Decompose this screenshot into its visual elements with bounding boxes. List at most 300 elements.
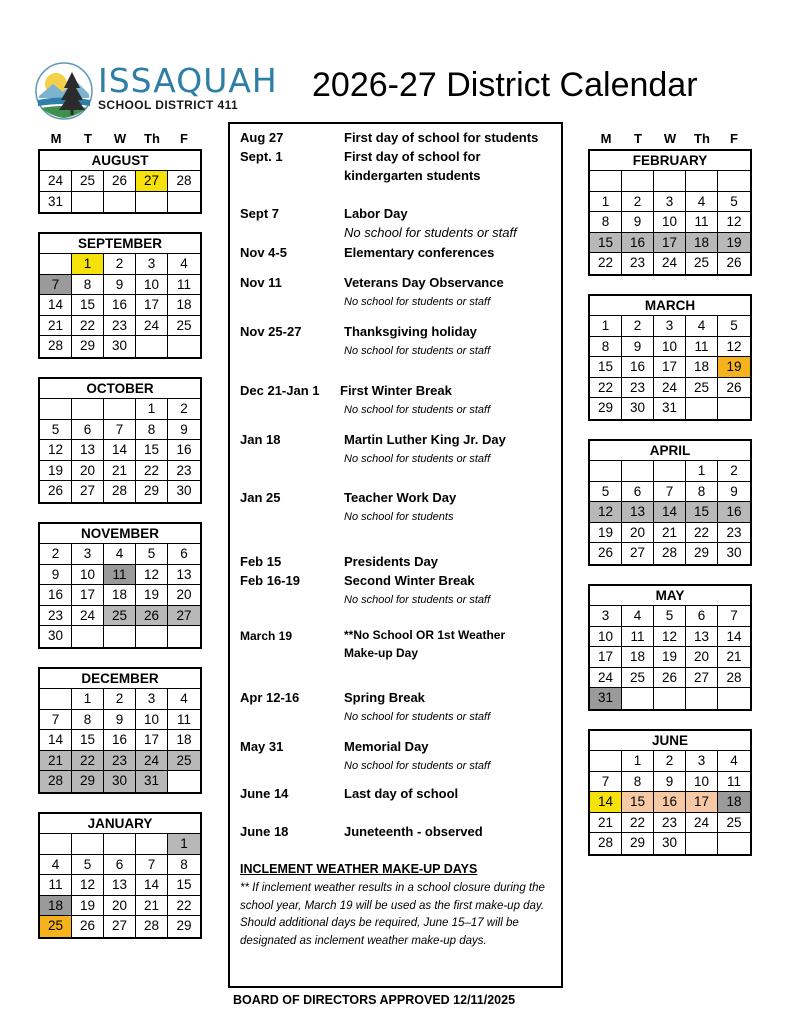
- month-title: AUGUST: [40, 151, 200, 171]
- empty-day-cell: [168, 771, 200, 792]
- day-cell: 24: [590, 668, 622, 689]
- events-panel: [228, 122, 563, 988]
- empty-day-cell: [40, 689, 72, 710]
- day-cell: 7: [654, 482, 686, 503]
- day-cell: 11: [168, 710, 200, 731]
- day-cell: 8: [72, 275, 104, 296]
- empty-day-cell: [40, 399, 72, 420]
- day-cell: 8: [622, 772, 654, 793]
- day-cell: 12: [718, 337, 750, 358]
- day-cell: 6: [686, 606, 718, 627]
- day-cell: 9: [40, 565, 72, 586]
- day-cell: 16: [654, 792, 686, 813]
- day-cell: 28: [168, 171, 200, 192]
- month-grid: [40, 544, 200, 647]
- day-cell: 12: [136, 565, 168, 586]
- day-cell: 18: [104, 585, 136, 606]
- page-title: 2026-27 District Calendar: [312, 66, 698, 104]
- empty-day-cell: [622, 688, 654, 709]
- day-cell: 19: [136, 585, 168, 606]
- day-cell: 17: [686, 792, 718, 813]
- day-cell: 2: [622, 192, 654, 213]
- event-date: March 19: [240, 629, 293, 643]
- month-may: [588, 584, 752, 711]
- day-cell: 1: [168, 834, 200, 855]
- weekday-label: M: [50, 131, 62, 146]
- day-cell: 7: [40, 275, 72, 296]
- day-cell: 27: [686, 668, 718, 689]
- day-cell: 28: [654, 543, 686, 564]
- month-grid: [590, 751, 750, 854]
- empty-day-cell: [72, 192, 104, 213]
- day-cell: 4: [168, 689, 200, 710]
- right-weekday-header: [590, 131, 750, 145]
- day-cell: 30: [104, 771, 136, 792]
- day-cell: 20: [104, 896, 136, 917]
- month-november: [38, 522, 202, 649]
- event-name: Memorial Day: [344, 739, 429, 754]
- day-cell: 5: [590, 482, 622, 503]
- empty-day-cell: [72, 399, 104, 420]
- inclement-title: INCLEMENT WEATHER MAKE-UP DAYS: [240, 862, 478, 876]
- event-date: Apr 12-16: [240, 690, 300, 705]
- day-cell: 4: [104, 544, 136, 565]
- day-cell: 3: [136, 689, 168, 710]
- day-cell: 4: [622, 606, 654, 627]
- month-grid: [40, 399, 200, 502]
- day-cell: 27: [168, 606, 200, 627]
- day-cell: 5: [654, 606, 686, 627]
- day-cell: 25: [622, 668, 654, 689]
- day-cell: 24: [72, 606, 104, 627]
- month-title: JANUARY: [40, 814, 200, 834]
- month-title: MARCH: [590, 296, 750, 316]
- month-march: [588, 294, 752, 421]
- day-cell: 5: [718, 316, 750, 337]
- day-cell: 25: [686, 378, 718, 399]
- event-note: No school for students or staff: [344, 296, 491, 308]
- day-cell: 31: [40, 192, 72, 213]
- day-cell: 1: [136, 399, 168, 420]
- day-cell: 2: [654, 751, 686, 772]
- day-cell: 14: [136, 875, 168, 896]
- day-cell: 6: [104, 855, 136, 876]
- day-cell: 18: [686, 357, 718, 378]
- day-cell: 14: [40, 730, 72, 751]
- day-cell: 22: [590, 378, 622, 399]
- event-note: No school for students or staff: [344, 404, 491, 416]
- empty-day-cell: [718, 688, 750, 709]
- day-cell: 6: [622, 482, 654, 503]
- empty-day-cell: [654, 171, 686, 192]
- empty-day-cell: [168, 336, 200, 357]
- day-cell: 8: [590, 212, 622, 233]
- day-cell: 30: [176, 483, 192, 498]
- day-cell: 22: [136, 461, 168, 482]
- day-cell: 26: [654, 668, 686, 689]
- month-title: SEPTEMBER: [40, 234, 200, 254]
- day-cell: 11: [686, 337, 718, 358]
- empty-day-cell: [686, 398, 718, 419]
- day-cell: 25: [104, 606, 136, 627]
- day-cell: 29: [72, 771, 104, 792]
- day-cell: 28: [40, 336, 72, 357]
- month-august: [38, 149, 202, 214]
- day-cell: 10: [654, 212, 686, 233]
- day-cell: 24: [654, 253, 686, 274]
- day-cell: 12: [40, 440, 72, 461]
- day-cell: 25: [72, 171, 104, 192]
- day-cell: 26: [136, 606, 168, 627]
- day-cell: 9: [718, 482, 750, 503]
- day-cell: 15: [590, 357, 622, 378]
- day-cell: 10: [590, 627, 622, 648]
- day-cell: 11: [718, 772, 750, 793]
- day-cell: 17: [654, 357, 686, 378]
- day-cell: 21: [40, 316, 72, 337]
- day-cell: 2: [622, 316, 654, 337]
- day-cell: 22: [622, 813, 654, 834]
- month-june: [588, 729, 752, 856]
- day-cell: 8: [590, 337, 622, 358]
- day-cell: 8: [136, 420, 168, 441]
- day-cell: 16: [104, 730, 136, 751]
- day-cell: 14: [40, 295, 72, 316]
- event-note: No school for students or staff: [344, 453, 491, 465]
- day-cell: 27: [72, 481, 104, 502]
- day-cell: 15: [168, 875, 200, 896]
- day-cell: 3: [590, 606, 622, 627]
- day-cell: 29: [686, 543, 718, 564]
- day-cell: 3: [72, 544, 104, 565]
- event-date: Sept 7: [240, 206, 280, 221]
- weekday-label: F: [730, 131, 738, 146]
- day-cell: 24: [136, 316, 168, 337]
- event-date: Sept. 1: [240, 149, 283, 164]
- day-cell: 16: [718, 502, 750, 523]
- day-cell: 19: [72, 896, 104, 917]
- day-cell: 10: [136, 710, 168, 731]
- day-cell: 24: [40, 171, 72, 192]
- weekday-label: W: [113, 131, 127, 146]
- event-name: Spring Break: [344, 690, 425, 705]
- day-cell: 17: [590, 647, 622, 668]
- day-cell: 24: [654, 378, 686, 399]
- day-cell: 13: [72, 440, 104, 461]
- day-cell: 30: [104, 336, 136, 357]
- day-cell: 4: [686, 316, 718, 337]
- day-cell: 7: [136, 855, 168, 876]
- month-january: [38, 812, 202, 939]
- day-cell: 9: [104, 710, 136, 731]
- weekday-label: M: [600, 131, 612, 146]
- month-december: [38, 667, 202, 794]
- event-name: First Winter Break: [340, 383, 452, 398]
- day-cell: 21: [40, 751, 72, 772]
- event-date: May 31: [240, 739, 284, 754]
- event-name: Labor Day: [344, 206, 408, 221]
- day-cell: 28: [590, 833, 622, 854]
- day-cell: 2: [40, 544, 72, 565]
- day-cell: 10: [686, 772, 718, 793]
- weekday-label: T: [84, 131, 92, 146]
- day-cell: 10: [136, 275, 168, 296]
- day-cell: 30: [40, 626, 72, 647]
- day-cell: 18: [622, 647, 654, 668]
- day-cell: 7: [104, 420, 136, 441]
- day-cell: 25: [168, 751, 200, 772]
- event-name: Second Winter Break: [344, 573, 475, 588]
- day-cell: 29: [136, 481, 168, 502]
- empty-day-cell: [40, 254, 72, 275]
- empty-day-cell: [136, 626, 168, 647]
- day-cell: 11: [104, 565, 136, 586]
- day-cell: 20: [72, 461, 104, 482]
- empty-day-cell: [622, 171, 654, 192]
- day-cell: 7: [718, 606, 750, 627]
- day-cell: 5: [718, 192, 750, 213]
- day-cell: 9: [654, 772, 686, 793]
- month-title: FEBRUARY: [590, 151, 750, 171]
- empty-day-cell: [168, 626, 200, 647]
- day-cell: 15: [590, 233, 622, 254]
- month-grid: [40, 254, 200, 357]
- day-cell: 23: [104, 751, 136, 772]
- day-cell: 23: [654, 813, 686, 834]
- day-cell: 3: [654, 192, 686, 213]
- day-cell: 21: [654, 523, 686, 544]
- empty-day-cell: [136, 834, 168, 855]
- day-cell: 23: [622, 378, 654, 399]
- day-cell: 26: [718, 378, 750, 399]
- day-cell: 22: [590, 253, 622, 274]
- day-cell: 25: [168, 316, 200, 337]
- day-cell: 18: [718, 792, 750, 813]
- district-logo: [35, 61, 278, 122]
- event-name: Presidents Day: [344, 554, 438, 569]
- weekday-label: F: [180, 131, 188, 146]
- day-cell: 18: [686, 233, 718, 254]
- month-grid: [40, 171, 200, 212]
- day-cell: 22: [168, 896, 200, 917]
- empty-day-cell: [590, 751, 622, 772]
- day-cell: 10: [654, 337, 686, 358]
- day-cell: 27: [136, 171, 168, 192]
- day-cell: 9: [622, 337, 654, 358]
- event-date: Feb 16-19: [240, 573, 300, 588]
- weekday-label: W: [663, 131, 677, 146]
- empty-day-cell: [718, 833, 750, 854]
- day-cell: 25: [718, 813, 750, 834]
- event-name: Veterans Day Observance: [344, 275, 504, 290]
- day-cell: 28: [40, 771, 72, 792]
- day-cell: 21: [136, 896, 168, 917]
- inclement-body: ** If inclement weather results in a school closure during the school year, March 19 will be used as the first make-up day. Should additional days be required, June 15–17 will be designated as inclement weather make-up days.: [240, 882, 545, 947]
- month-title: MAY: [590, 586, 750, 606]
- event-note: No school for students or staff: [344, 594, 491, 606]
- day-cell: 17: [136, 295, 168, 316]
- day-cell: 2: [104, 689, 136, 710]
- month-september: [38, 232, 202, 359]
- weekday-label: T: [634, 131, 642, 146]
- event-date: Nov 4-5: [240, 245, 287, 260]
- day-cell: 4: [718, 751, 750, 772]
- day-cell: 1: [590, 192, 622, 213]
- weekday-label: Th: [694, 131, 710, 146]
- event-note: No school for students or staff: [344, 345, 491, 357]
- day-cell: 13: [686, 627, 718, 648]
- day-cell: 1: [590, 316, 622, 337]
- day-cell: 2: [104, 254, 136, 275]
- day-cell: 19: [718, 357, 750, 378]
- day-cell: 16: [40, 585, 72, 606]
- event-name: Teacher Work Day: [344, 490, 457, 505]
- day-cell: 26: [726, 255, 742, 270]
- event-date: Aug 27: [240, 130, 284, 145]
- day-cell: 31: [136, 771, 168, 792]
- month-grid: [590, 606, 750, 709]
- empty-day-cell: [686, 688, 718, 709]
- day-cell: 6: [72, 420, 104, 441]
- day-cell: 19: [654, 647, 686, 668]
- event-name: Martin Luther King Jr. Day: [344, 432, 506, 447]
- day-cell: 23: [40, 606, 72, 627]
- day-cell: 20: [622, 523, 654, 544]
- empty-day-cell: [654, 688, 686, 709]
- day-cell: 6: [168, 544, 200, 565]
- day-cell: 29: [622, 833, 654, 854]
- event-date: Dec 21-Jan 1: [240, 383, 320, 398]
- day-cell: 3: [136, 254, 168, 275]
- day-cell: 22: [72, 316, 104, 337]
- day-cell: 16: [622, 357, 654, 378]
- day-cell: 11: [168, 275, 200, 296]
- day-cell: 26: [104, 171, 136, 192]
- month-title: DECEMBER: [40, 669, 200, 689]
- day-cell: 15: [72, 295, 104, 316]
- day-cell: 13: [168, 565, 200, 586]
- day-cell: 21: [590, 813, 622, 834]
- empty-day-cell: [136, 336, 168, 357]
- day-cell: 8: [686, 482, 718, 503]
- empty-day-cell: [104, 834, 136, 855]
- day-cell: 16: [622, 233, 654, 254]
- month-grid: [590, 316, 750, 419]
- day-cell: 9: [622, 212, 654, 233]
- event-note: No school for students: [344, 511, 454, 523]
- day-cell: 12: [72, 875, 104, 896]
- event-name: Last day of school: [344, 786, 459, 801]
- day-cell: 1: [72, 689, 104, 710]
- event-name: Elementary conferences: [344, 245, 495, 260]
- month-title: NOVEMBER: [40, 524, 200, 544]
- day-cell: 25: [40, 916, 72, 937]
- logo-subtitle: SCHOOL DISTRICT 411: [98, 98, 239, 112]
- day-cell: 29: [590, 398, 622, 419]
- event-note: No school for students or staff: [344, 760, 491, 772]
- day-cell: 21: [718, 647, 750, 668]
- logo-wordmark: ISSAQUAH: [98, 61, 278, 100]
- day-cell: 28: [104, 481, 136, 502]
- day-cell: 23: [168, 461, 200, 482]
- day-cell: 17: [654, 233, 686, 254]
- empty-day-cell: [72, 834, 104, 855]
- day-cell: 17: [72, 585, 104, 606]
- day-cell: 4: [686, 192, 718, 213]
- month-title: OCTOBER: [40, 379, 200, 399]
- empty-day-cell: [590, 461, 622, 482]
- day-cell: 20: [686, 647, 718, 668]
- tree-logo-icon: [35, 62, 93, 120]
- event-date: June 18: [240, 824, 289, 839]
- day-cell: 26: [590, 543, 622, 564]
- event-date: Nov 11: [240, 275, 282, 290]
- month-grid: [590, 461, 750, 564]
- day-cell: 7: [590, 772, 622, 793]
- event-name: Thanksgiving holiday: [344, 324, 477, 339]
- event-date: Jan 18: [240, 432, 281, 447]
- day-cell: 13: [622, 502, 654, 523]
- day-cell: 26: [40, 481, 72, 502]
- day-cell: 2: [168, 399, 200, 420]
- day-cell: 9: [104, 275, 136, 296]
- month-grid: [590, 171, 750, 274]
- event-note: No school for students or staff: [344, 711, 491, 723]
- empty-day-cell: [104, 399, 136, 420]
- event-date: Nov 25-27: [240, 324, 302, 339]
- day-cell: 9: [168, 420, 200, 441]
- day-cell: 3: [686, 751, 718, 772]
- empty-day-cell: [72, 626, 104, 647]
- day-cell: 30: [726, 545, 742, 560]
- empty-day-cell: [718, 171, 750, 192]
- day-cell: 2: [718, 461, 750, 482]
- event-name: Juneteenth - observed: [344, 824, 483, 839]
- day-cell: 18: [168, 295, 200, 316]
- day-cell: 3: [654, 316, 686, 337]
- event-note: No school for students or staff: [344, 225, 517, 240]
- day-cell: 1: [72, 254, 104, 275]
- day-cell: 14: [654, 502, 686, 523]
- day-cell: 8: [168, 855, 200, 876]
- day-cell: 29: [72, 336, 104, 357]
- day-cell: 31: [590, 688, 622, 709]
- day-cell: 1: [622, 751, 654, 772]
- empty-day-cell: [104, 192, 136, 213]
- event-name: First day of school for students: [344, 130, 539, 145]
- day-cell: 16: [104, 295, 136, 316]
- event-date: June 14: [240, 786, 289, 801]
- day-cell: 1: [686, 461, 718, 482]
- day-cell: 14: [718, 627, 750, 648]
- day-cell: 15: [686, 502, 718, 523]
- day-cell: 22: [686, 523, 718, 544]
- event-name: **No School OR 1st Weather Make-up Day: [344, 628, 506, 660]
- day-cell: 22: [72, 751, 104, 772]
- empty-day-cell: [686, 833, 718, 854]
- day-cell: 19: [718, 233, 750, 254]
- day-cell: 4: [168, 254, 200, 275]
- day-cell: 15: [622, 792, 654, 813]
- day-cell: 4: [40, 855, 72, 876]
- day-cell: 27: [104, 916, 136, 937]
- day-cell: 27: [622, 543, 654, 564]
- day-cell: 15: [72, 730, 104, 751]
- day-cell: 24: [136, 751, 168, 772]
- day-cell: 10: [72, 565, 104, 586]
- day-cell: 13: [104, 875, 136, 896]
- empty-day-cell: [168, 192, 200, 213]
